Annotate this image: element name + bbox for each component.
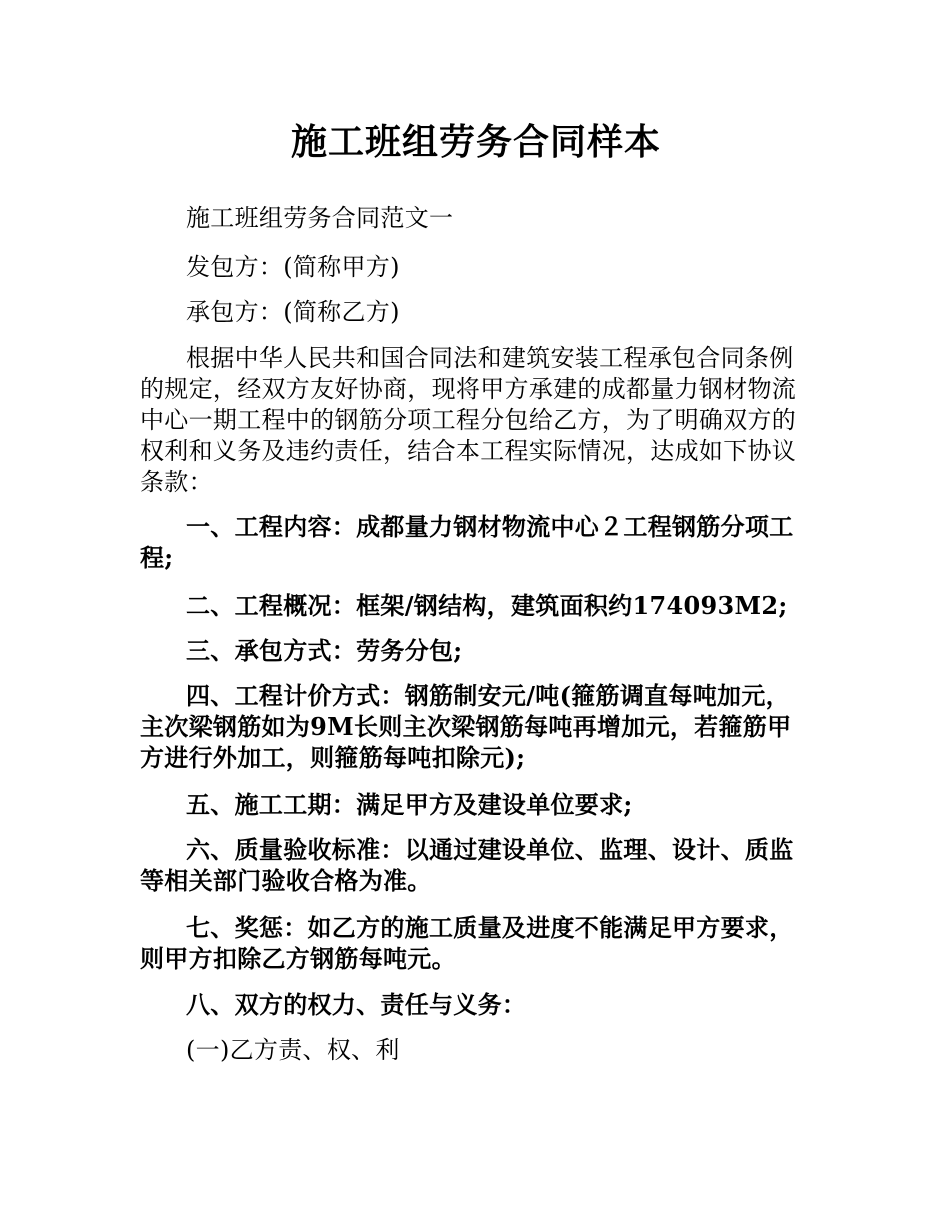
document-title: 施工班组劳务合同样本 [290,121,661,163]
paragraph-sample-heading: 施工班组劳务合同范文一 [186,204,454,232]
clause-2-overview: 二、工程概况：框架/钢结构，建筑面积约174093M2; [186,591,788,620]
clause-8-rights: 八、双方的权力、责任与义务： [186,990,527,1019]
paragraph-contractor-party: 发包方：(简称甲方) [186,253,400,281]
clause-1-scope: 一、工程内容：成都量力钢材物流中心２工程钢筋分项工程; [140,512,794,572]
clause-5-schedule: 五、施工工期：满足甲方及建设单位要求; [186,790,633,819]
clause-4-pricing: 四、工程计价方式：钢筋制安元/吨(箍筋调直每吨加元，主次梁钢筋如为9M长则主次梁钢筋每吨再增加元，若箍筋甲方进行外加工，则箍筋每吨扣除元); [140,681,792,772]
clause-7-penalty: 七、奖惩：如乙方的施工质量及进度不能满足甲方要求，则甲方扣除乙方钢筋每吨元。 [140,913,794,973]
clause-3-method: 三、承包方式：劳务分包; [186,636,463,665]
paragraph-subcontractor-party: 承包方：(简称乙方) [186,298,400,326]
subclause-party-b: (一)乙方责、权、利 [186,1036,400,1064]
paragraph-preamble: 根据中华人民共和国合同法和建筑安装工程承包合同条例的规定，经双方友好协商，现将甲方承建的成都量力钢材物流中心一期工程中的钢筋分项工程分包给乙方，为了明确双方的权利和义务及违约责任，结合本工程实际情况，达成如下协议条款： [140,344,797,496]
clause-6-quality: 六、质量验收标准：以通过建设单位、监理、设计、质监等相关部门验收合格为准。 [140,835,794,895]
